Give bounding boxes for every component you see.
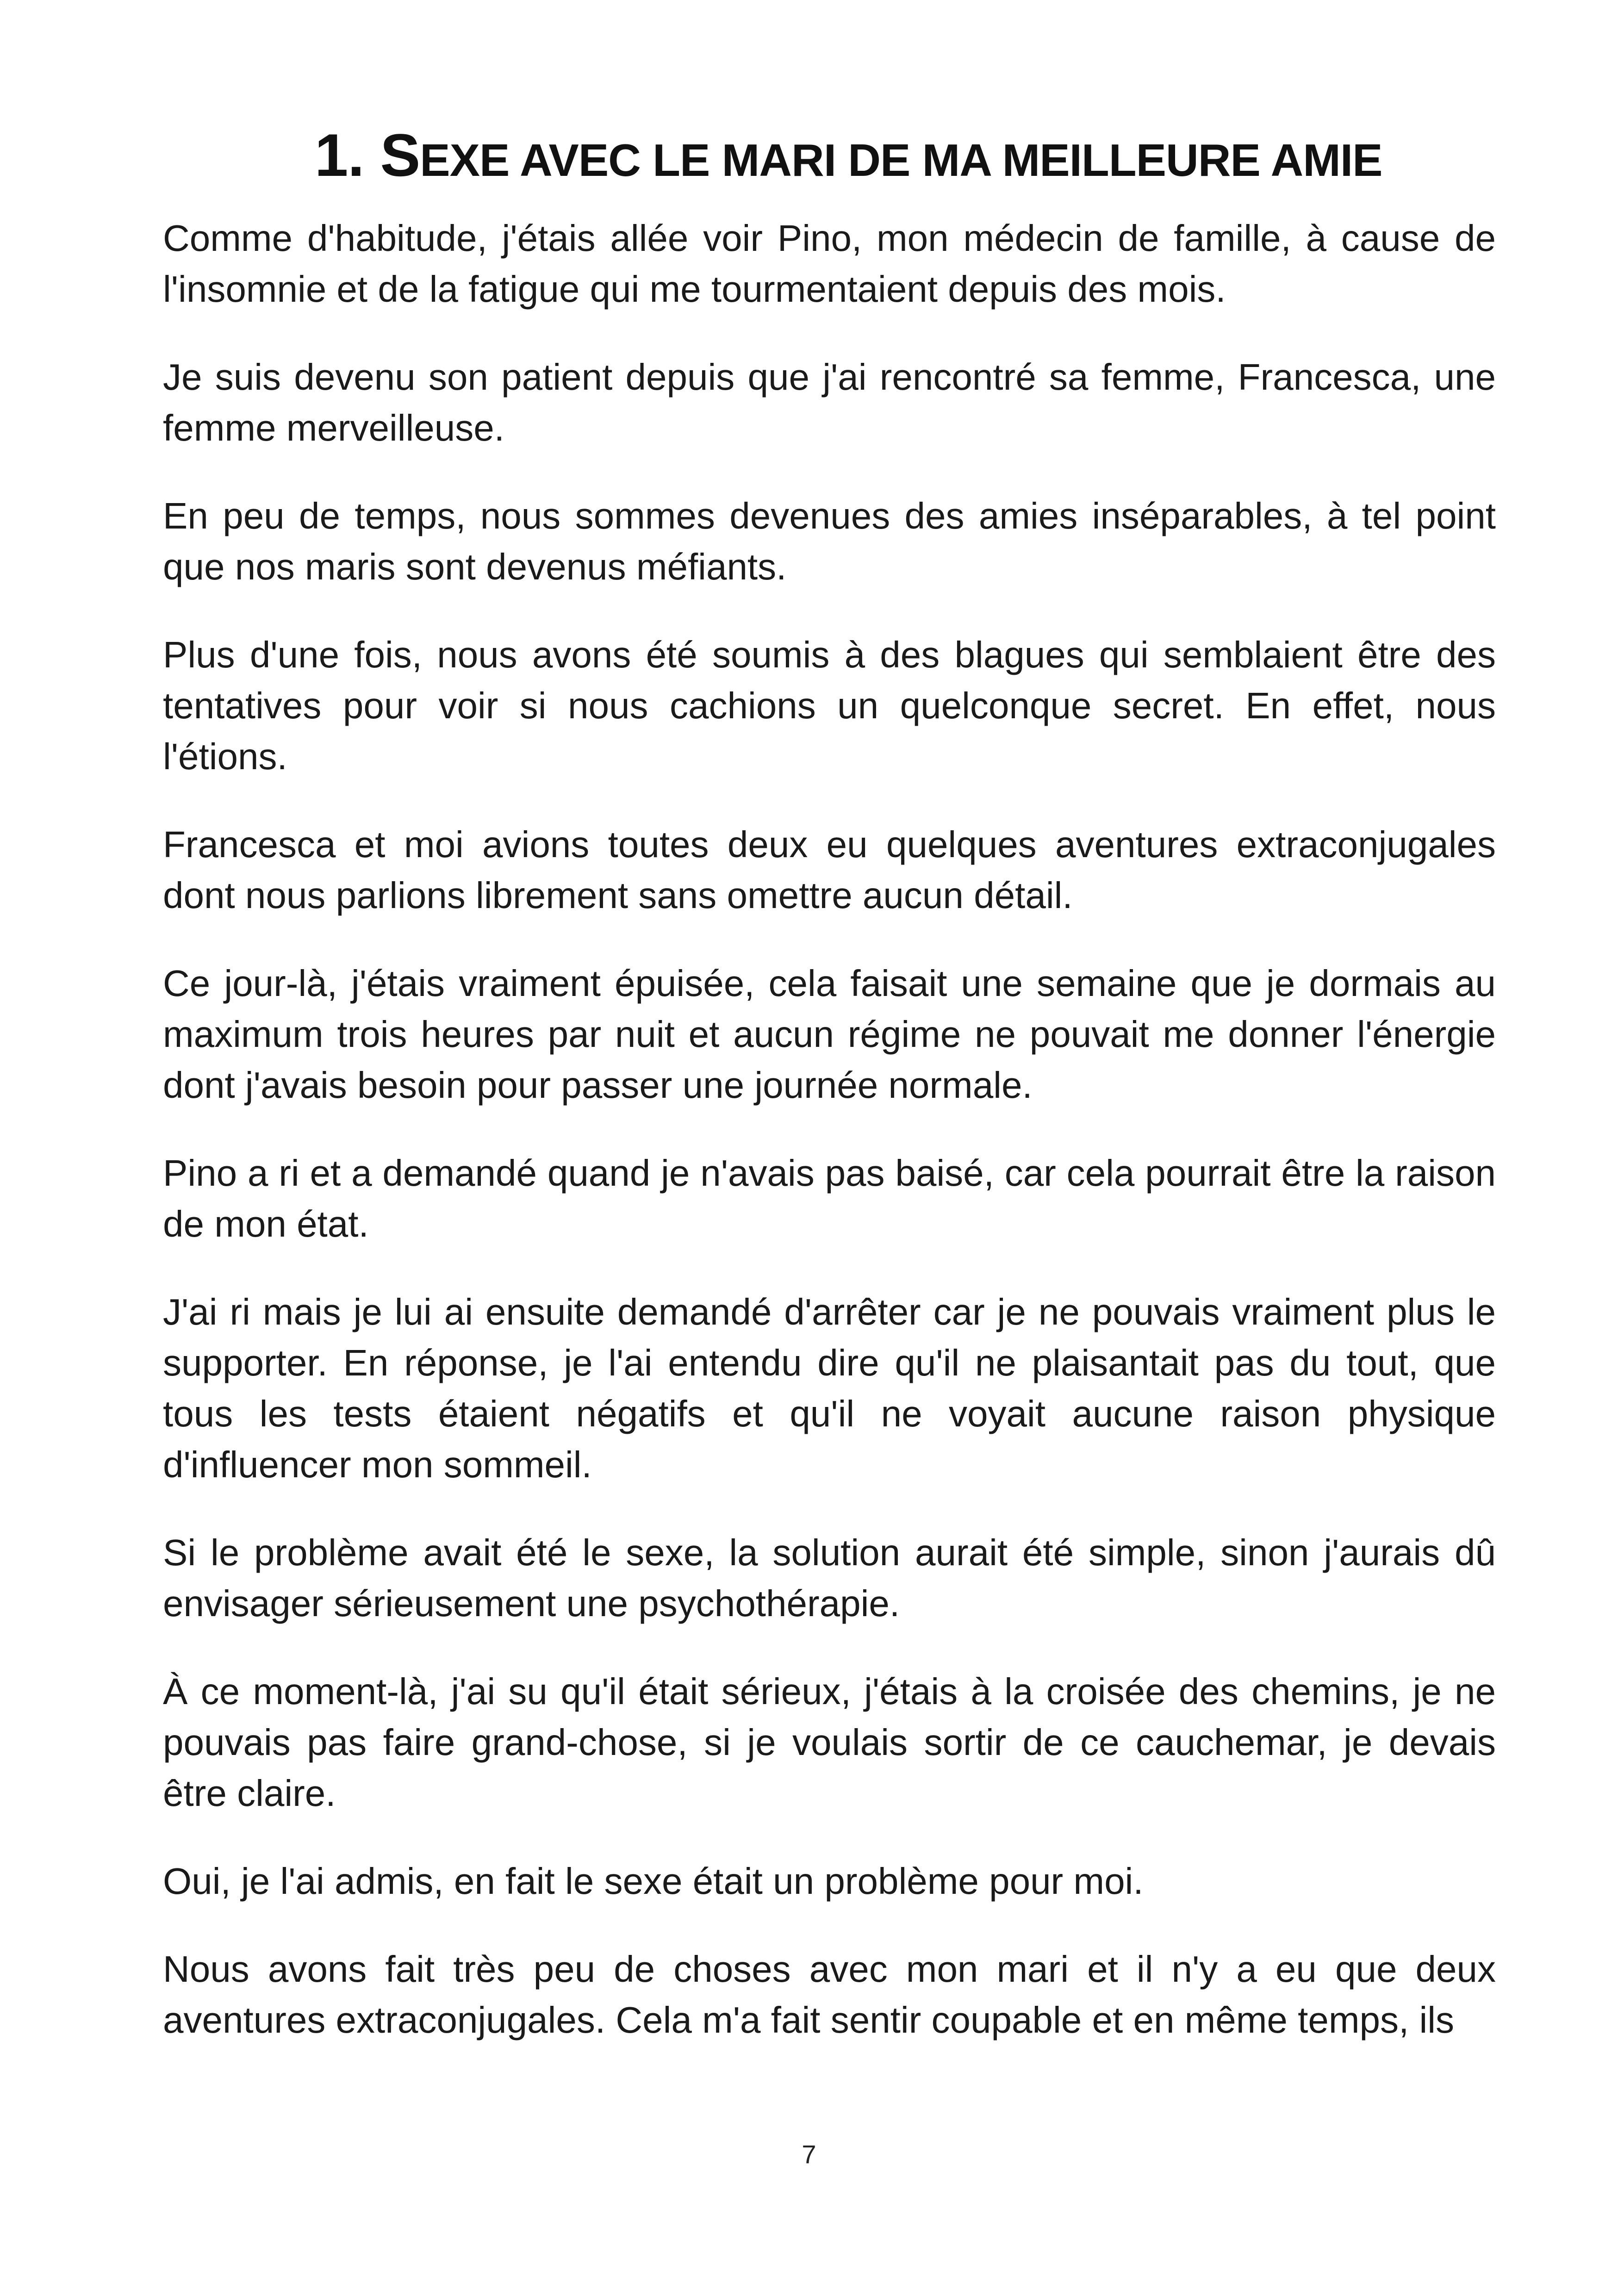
page-number: 7 bbox=[802, 2140, 816, 2169]
paragraph: En peu de temps, nous sommes devenues des amies inséparables, à tel point que nos maris sont devenus méfiants. bbox=[163, 495, 1496, 587]
paragraph: À ce moment-là, j'ai su qu'il était sérieux, j'étais à la croisée des chemins, je ne pouvais pas faire grand-chose, si je voulais sortir de ce cauchemar, je devais être claire. bbox=[163, 1671, 1496, 1814]
chapter-title-rest: EXE AVEC LE MARI DE MA MEILLEURE AMIE bbox=[420, 135, 1382, 186]
paragraph: Comme d'habitude, j'étais allée voir Pino, mon médecin de famille, à cause de l'insomnie et de la fatigue qui me tourmentaient depuis des mois. bbox=[163, 218, 1496, 310]
chapter-title-initial: S bbox=[380, 121, 420, 189]
paragraph: Oui, je l'ai admis, en fait le sexe était un problème pour moi. bbox=[163, 1860, 1144, 1902]
paragraph: Je suis devenu son patient depuis que j'ai rencontré sa femme, Francesca, une femme merveilleuse. bbox=[163, 356, 1496, 448]
paragraph: Francesca et moi avions toutes deux eu quelques aventures extraconjugales dont nous parlions librement sans omettre aucun détail. bbox=[163, 824, 1496, 916]
paragraph: Pino a ri et a demandé quand je n'avais pas baisé, car cela pourrait être la raison de mon état. bbox=[163, 1152, 1496, 1244]
paragraph: J'ai ri mais je lui ai ensuite demandé d'arrêter car je ne pouvais vraiment plus le supporter. En réponse, je l'ai entendu dire qu'il ne plaisantait pas du tout, que tous les tests étaient négatifs et qu'il ne voyait aucune raison physique d'influencer mon sommeil. bbox=[163, 1291, 1496, 1485]
chapter-number: 1. bbox=[315, 121, 364, 189]
paragraph: Plus d'une fois, nous avons été soumis à des blagues qui semblaient être des tentatives pour voir si nous cachions un quelconque secret. En effet, nous l'étions. bbox=[163, 634, 1496, 777]
paragraph: Nous avons fait très peu de choses avec mon mari et il n'y a eu que deux aventures extraconjugales. Cela m'a fait sentir coupable et en même temps, ils bbox=[163, 1948, 1496, 2041]
paragraph: Ce jour-là, j'étais vraiment épuisée, cela faisait une semaine que je dormais au maximum trois heures par nuit et aucun régime ne pouvait me donner l'énergie dont j'avais besoin pour passer une journée normale. bbox=[163, 963, 1496, 1106]
paragraph: Si le problème avait été le sexe, la solution aurait été simple, sinon j'aurais dû envisager sérieusement une psychothérapie. bbox=[163, 1532, 1496, 1624]
body-text bbox=[163, 213, 1496, 2083]
chapter-title bbox=[315, 118, 1518, 197]
